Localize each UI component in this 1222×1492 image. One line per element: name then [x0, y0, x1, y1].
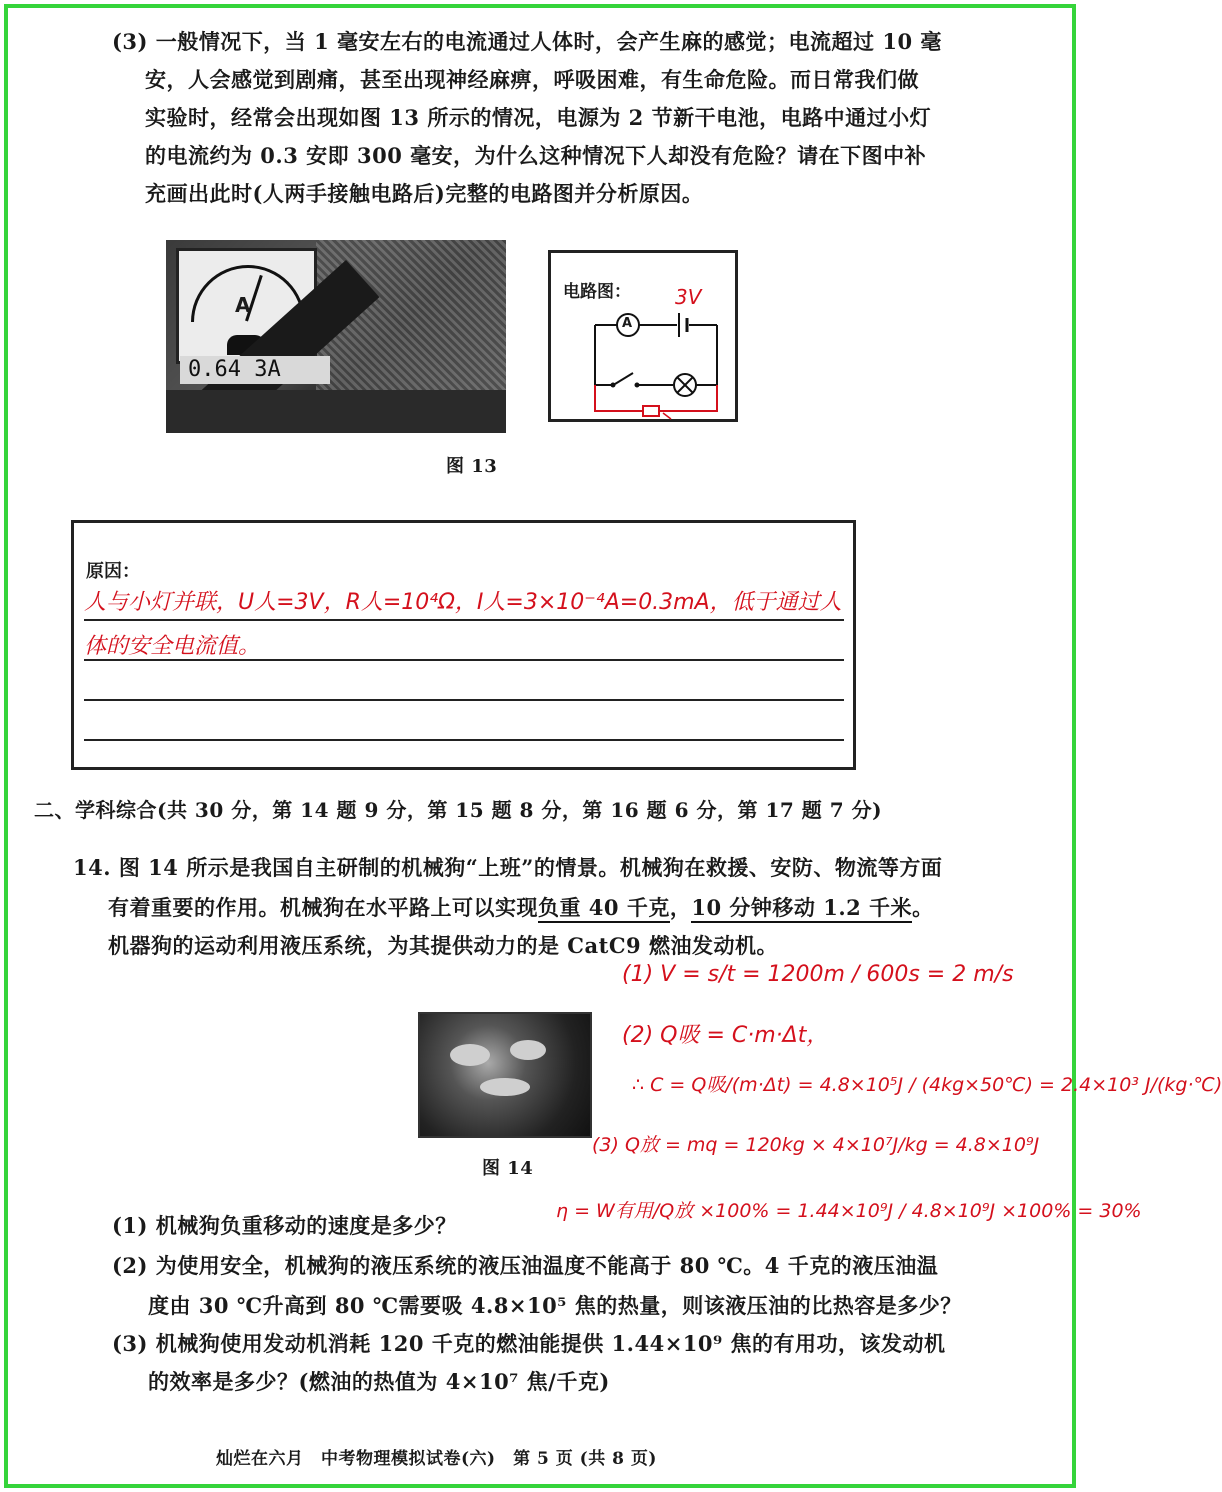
- q14-line-2-end: 。: [912, 895, 934, 920]
- q14-sub-2b: 度由 30 ℃升高到 80 ℃需要吸 4.8×10⁵ 焦的热量，则该液压油的比热容是多少？: [148, 1293, 962, 1318]
- q14-sub-3a: (3) 机械狗使用发动机消耗 120 千克的燃油能提供 1.44×10⁹ 焦的有用功，该发动机: [112, 1331, 946, 1356]
- robot-dog-shape: [450, 1044, 490, 1066]
- photo-base: [166, 390, 506, 433]
- q3-line-4: 的电流约为 0.3 安即 300 毫安，为什么这种情况下人却没有危险？请在下图中补: [145, 143, 927, 168]
- q3-line-5: 充画出此时(人两手接触电路后)完整的电路图并分析原因。: [145, 181, 704, 206]
- robot-dog-shape: [510, 1040, 546, 1060]
- q3-line-2: 安，人会感觉到剧痛，甚至出现神经麻痹，呼吸困难，有生命危险。而日常我们做: [145, 67, 919, 92]
- hand-answer-3b: η = W有用/Q放 ×100% = 1.44×10⁹J / 4.8×10⁹J ×100% = 30%: [556, 1200, 1142, 1222]
- q14-sub-1: (1) 机械狗负重移动的速度是多少？: [112, 1213, 457, 1238]
- figure-14-photo: [418, 1012, 592, 1138]
- q14-sub-3b: 的效率是多少？(燃油的热值为 4×10⁷ 焦/千克): [148, 1369, 610, 1394]
- circuit-diagram-box: [548, 250, 738, 422]
- hand-answer-3: (3) Q放 = mq = 120kg × 4×10⁷J/kg = 4.8×10⁹J: [592, 1134, 1040, 1156]
- voltage-note: 3V: [675, 285, 702, 309]
- circuit-label: 电路图：: [563, 282, 631, 302]
- q14-sub-2a: (2) 为使用安全，机械狗的液压系统的液压油温度不能高于 80 ℃。4 千克的液压油温: [112, 1253, 939, 1278]
- hand-answer-1: (1) V = s/t = 1200m / 600s = 2 m/s: [622, 962, 1014, 987]
- q14-underline-distance: 10 分钟移动 1.2 千米: [691, 895, 912, 923]
- ammeter-symbol: A: [622, 316, 633, 331]
- section-2-heading: 二、学科综合(共 30 分，第 14 题 9 分，第 15 题 8 分，第 16 题 6 分，第 17 题 7 分): [34, 798, 883, 822]
- robot-dog-shape: [480, 1078, 530, 1096]
- reason-box: [71, 520, 856, 770]
- hand-answer-2b: ∴ C = Q吸/(m·Δt) = 4.8×10⁵J / (4kg×50℃) = 2.4×10³ J/(kg·℃): [632, 1074, 1222, 1096]
- q14-underline-load: 负重 40 千克: [538, 895, 670, 923]
- q14-line-1: 14. 图 14 所示是我国自主研制的机械狗“上班”的情景。机械狗在救援、安防、物流等方面: [73, 855, 943, 880]
- reason-answer-line-1: 人与小灯并联，U人=3V，R人=10⁴Ω，I人=3×10⁻⁴A=0.3mA，低于通过人: [84, 590, 842, 615]
- answer-rule-4: [84, 739, 844, 741]
- dial-unit: A: [235, 293, 251, 317]
- figure-14-caption: 图 14: [482, 1158, 534, 1179]
- hand-answer-2: (2) Q吸 = C·m·Δt，: [622, 1023, 829, 1048]
- q14-line-2: [108, 892, 934, 922]
- q14-line-3: 机器狗的运动利用液压系统，为其提供动力的是 CatC9 燃油发动机。: [108, 933, 778, 958]
- answer-rule-2: [84, 659, 844, 661]
- reason-label: 原因：: [86, 561, 140, 582]
- meter-readout: 0.64 3A: [180, 356, 330, 384]
- circuit-schematic: [551, 253, 735, 419]
- q14-line-2-sep: ，: [669, 895, 692, 920]
- page-footer: 灿烂在六月 中考物理模拟试卷(六) 第 5 页 (共 8 页): [216, 1449, 657, 1469]
- reason-answer-line-2: 体的安全电流值。: [84, 634, 261, 659]
- q3-line-1: (3) 一般情况下，当 1 毫安左右的电流通过人体时，会产生麻的感觉；电流超过 10 毫: [112, 29, 942, 54]
- figure-13-caption: 图 13: [446, 456, 498, 477]
- answer-rule-3: [84, 699, 844, 701]
- q3-line-3: 实验时，经常会出现如图 13 所示的情况，电源为 2 节新干电池，电路中通过小灯: [145, 105, 932, 130]
- figure-13-photo: [166, 240, 506, 433]
- q14-line-2-prefix: 有着重要的作用。机械狗在水平路上可以实现: [108, 895, 538, 920]
- answer-rule-1: [84, 619, 844, 621]
